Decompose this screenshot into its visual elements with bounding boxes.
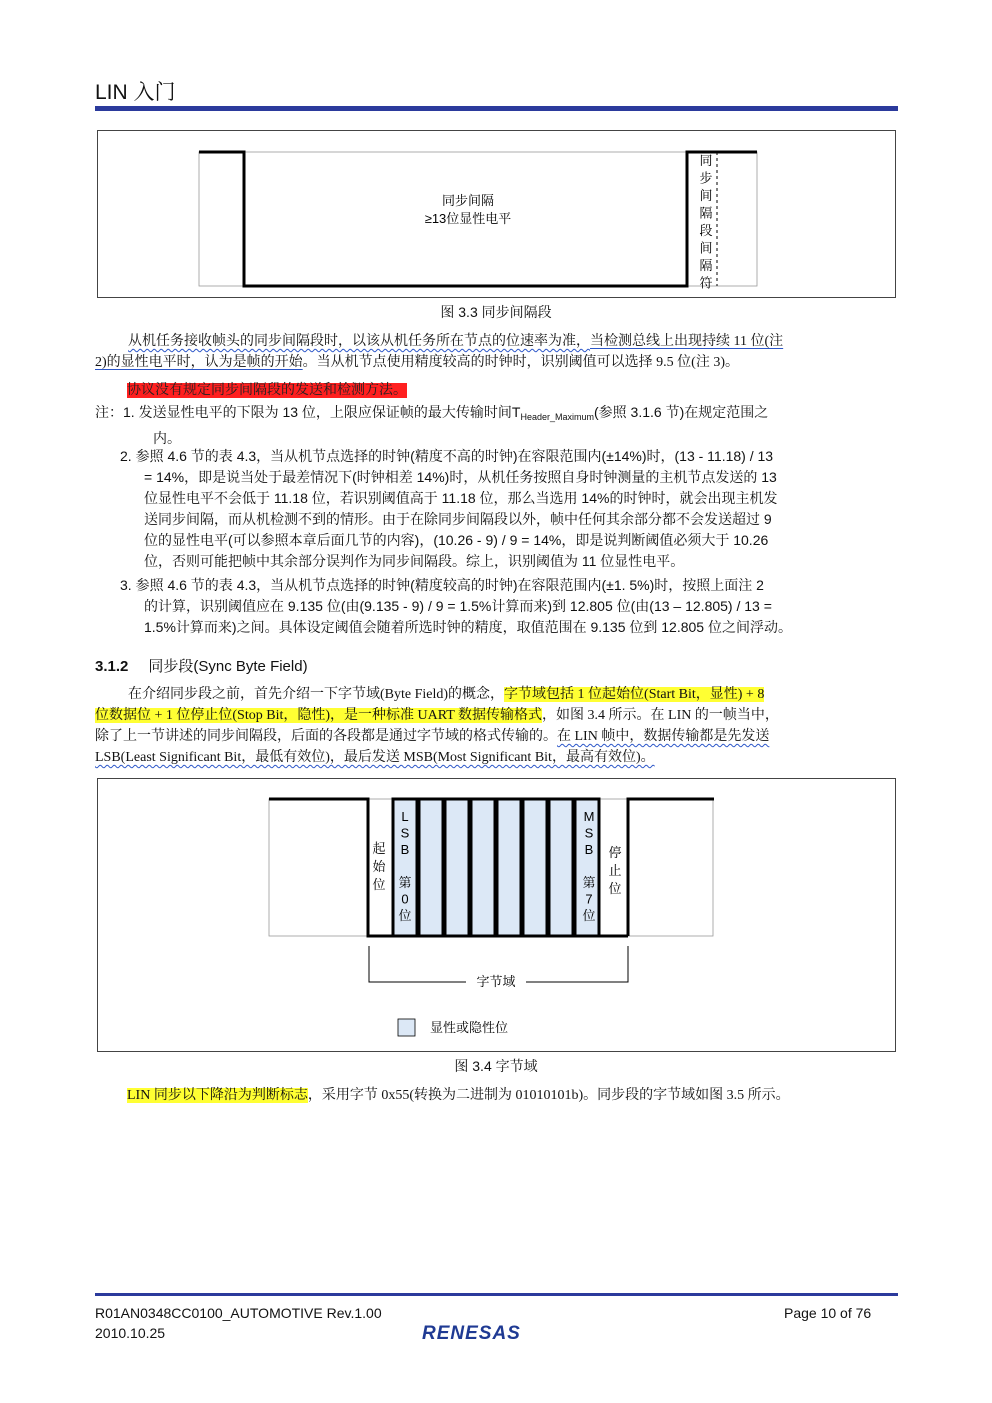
vlabel33-char: 隔 — [699, 258, 713, 273]
data-bit-3 — [471, 799, 495, 936]
n3-line: 3. 参照 4.6 节的表 4.3，当从机节点选择的时钟(精度较高的时钟)在容限范围内(±1. 5%)时，按照上面注 2 — [120, 577, 764, 593]
figure-3-4-caption: 图 3.4 字节域 — [454, 1058, 538, 1074]
vlabel33-char: 间 — [699, 240, 713, 256]
n2-line: 位的显性电平(可以参照本章后面几节的内容)，(10.26 - 9) / 9 = 14%，即是说判断阈值必须大于 10.26 — [144, 532, 769, 548]
sync-break-length: ≥13位显性电平 — [424, 211, 512, 226]
data-bit-6 — [549, 799, 573, 936]
vlabel33-char: 同 — [699, 153, 713, 168]
n2-line: 位显性电平不会低于 11.18 位，若识别阈值高于 11.18 位，那么当选用 14%的时钟时，就会出现主机发 — [144, 490, 778, 506]
figure-3-3-caption: 图 3.3 同步间隔段 — [440, 304, 552, 320]
sync-highlight: LIN 同步以下降沿为判断标志 — [127, 1088, 308, 1103]
vl-msb-char: 位 — [582, 908, 596, 923]
vl-stop-char: 止 — [608, 863, 622, 878]
n2-line: 送同步间隔，而从机检测不到的情形。由于在除同步间隔段以外，帧中任何其余部分都不会发送超过 9 — [144, 511, 772, 527]
vl-lsb-char: B — [400, 842, 410, 857]
vl-start-char: 始 — [372, 859, 386, 874]
footer-date: 2010.10.25 — [95, 1325, 166, 1341]
footer-page: Page 10 of 76 — [784, 1305, 872, 1321]
n2-line: 位，否则可能把帧中其余部分误判作为同步间隔段。综上，识别阈值为 11 位显性电平。 — [144, 553, 685, 569]
section-heading — [95, 655, 308, 676]
footer-doc-id: R01AN0348CC0100_AUTOMOTIVE Rev.1.00 — [95, 1305, 382, 1321]
note-3 — [120, 575, 900, 638]
stop-bit-label — [608, 845, 621, 896]
vl-start-char: 起 — [372, 841, 386, 856]
note-1: 注：1. 发送显性电平的下限为 13 位，上限应保证帧的最大传输时间$T_{Header\_Maximum}$(参照 3.1.6 节)在规定范围之 内。 — [95, 404, 769, 446]
byte-field-diagram — [98, 779, 895, 1051]
red-note: 协议没有规定同步间隔段的发送和检测方法。 — [127, 383, 407, 398]
sync-break-diagram — [98, 131, 895, 297]
vl-stop-char: 位 — [608, 881, 622, 896]
vl-stop-char: 停 — [608, 845, 622, 860]
vlabel33-char: 间 — [699, 188, 713, 203]
byte-field-highlight-1: 字节域包括 1 位起始位(Start Bit，显性) + 8 — [504, 687, 765, 702]
vl-start-char: 位 — [372, 877, 386, 892]
para1-part1: 从机任务接收帧头的同步间隔段时，以该从机任务所在节点的位速率为准， — [128, 334, 590, 349]
vlabel33-char: 段 — [699, 223, 713, 238]
vlabel33-char: 步 — [699, 170, 713, 186]
byte-field-label: 字节域 — [476, 974, 516, 989]
figure-3-4 — [97, 778, 896, 1052]
legend-swatch — [398, 1019, 415, 1036]
para1-part3: 2)的显性电平时，认为是帧的开始 — [95, 355, 303, 370]
byte-field-highlight-2: 位数据位 + 1 位停止位(Stop Bit，隐性)，是一种标准 UART 数据传输格式 — [95, 708, 543, 723]
break-delimiter-label — [699, 153, 712, 291]
n3-line: 1.5%计算而来)之间。具体设定阈值会随着所选时钟的精度，取值范围在 9.135 位到 12.805 位之间浮动。 — [144, 619, 792, 635]
vl-lsb-char: 0 — [401, 891, 409, 907]
sync-break-label: 同步间隔 — [441, 193, 495, 208]
n2-line: = 14%，即是说当处于最差情况下(时钟相差 14%)时，从机任务按照自身时钟测量的主机节点发送的 13 — [144, 469, 777, 485]
vl-lsb-char: S — [400, 825, 410, 841]
vl-lsb-char: 第 — [398, 875, 412, 890]
renesas-logo — [420, 1321, 544, 1348]
vl-lsb-char: 位 — [398, 908, 412, 923]
para1-part4: 。当从机节点使用精度较高的时钟时，识别阈值可以选择 9.5 位(注 3)。 — [302, 355, 739, 370]
data-bit-1 — [419, 799, 443, 936]
renesas-logo-text: RENESAS — [422, 1323, 521, 1343]
vl-msb-char: 第 — [582, 875, 596, 890]
header-title: LIN 入门 — [95, 81, 176, 104]
start-bit-label — [372, 841, 386, 892]
vl-msb-char: 7 — [585, 891, 593, 907]
n3-line: 的计算，识别阈值应在 9.135 位(由(9.135 - 9) / 9 = 1.5%计算而来)到 12.805 位(由(13 – 12.805) / 13 = — [144, 598, 772, 614]
section-number: 3.1.2 — [95, 658, 129, 675]
paragraph-1 — [95, 331, 898, 373]
vl-msb-char: S — [584, 825, 594, 841]
section-title: 同步段(Sync Byte Field) — [148, 658, 308, 675]
vl-msb-char: B — [584, 842, 594, 857]
data-bit-5 — [523, 799, 547, 936]
note-2 — [120, 446, 900, 572]
footer-rule — [95, 1293, 898, 1296]
data-bit-4 — [497, 799, 521, 936]
para1-part2: 当检测总线上出现持续 11 位(注 — [590, 334, 784, 349]
paragraph-3: LIN 同步以下降沿为判断标志，采用字节 0x55(转换为二进制为 01010101b)。同步段的字节域如图 3.5 所示。 — [127, 1088, 790, 1103]
n2-line: 2. 参照 4.6 节的表 4.3，当从机节点选择的时钟(精度不高的时钟)在容限范围内(±14%)时，(13 - 11.18) / 13 — [120, 448, 774, 464]
vlabel33-char: 符 — [699, 275, 713, 291]
vl-lsb-char: L — [401, 809, 409, 824]
vlabel33-char: 隔 — [699, 205, 713, 221]
figure-3-3 — [97, 130, 896, 298]
legend-label: 显性或隐性位 — [430, 1020, 509, 1035]
vl-msb-char: M — [583, 809, 595, 824]
header-rule — [95, 106, 898, 111]
data-bit-2 — [445, 799, 469, 936]
paragraph-2: 在介绍同步段之前，首先介绍一下字节域(Byte Field)的概念，字节域包括 1 位起始位(Start Bit，显性) + 8 位数据位 + 1 位停止位(Stop Bit，隐性)，是一种标准 UART 数据传输格式，如图 3.4 所示。在 LIN 的一帧当中， 除了上一节讲述的同步间隔段，后面的各段都是通过字节域的格式传输的。在 LIN 帧中，数据传输都是先发送 LSB(Least Significant Bit，最低有效位)，最后发送 MSB(Most Significant Bit，最高有效位)。 — [95, 687, 779, 765]
